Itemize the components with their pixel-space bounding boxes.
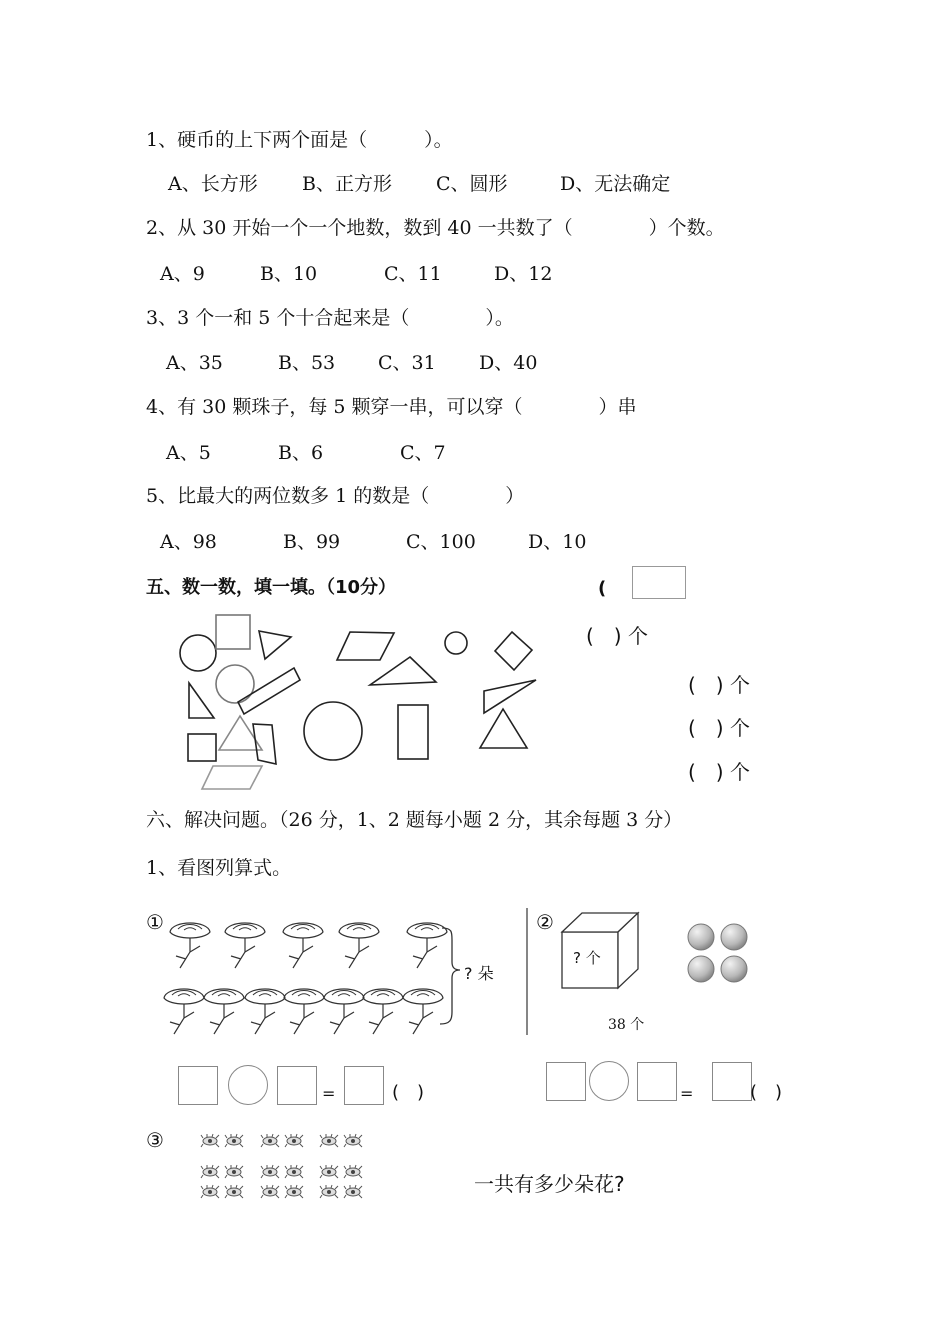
question-3-stem: 3、3 个一和 5 个十合起来是（ ）。 [146, 307, 514, 329]
section-6-q1-title: 1、看图列算式。 [146, 857, 292, 879]
problem-2-marker: ② [536, 910, 554, 934]
question-2-stem: 2、从 30 开始一个一个地数，数到 40 一共数了（ ）个数。 [146, 217, 725, 239]
problem-1-marker: ① [146, 910, 164, 934]
question-1-option-b: B、正方形 [302, 173, 392, 195]
question-2-option-d: D、12 [494, 263, 553, 285]
question-3-option-c: C、31 [378, 352, 436, 374]
count-row-3: ( ) 个 [688, 716, 750, 740]
question-5-option-c: C、100 [406, 531, 476, 553]
section-5-paren-top: ( [598, 578, 607, 599]
question-3-option-d: D、40 [479, 352, 538, 374]
small-flower-icon [320, 1165, 338, 1178]
small-flower-icon [201, 1134, 219, 1147]
small-flower-icon [344, 1185, 362, 1198]
section-6-title: 六、解决问题。（26 分，1、2 题每小题 2 分，其余每题 3 分） [146, 809, 683, 831]
cube-label: ? 个 [573, 949, 601, 967]
small-flower-icon [225, 1165, 243, 1178]
small-flower-icon [201, 1165, 219, 1178]
total-label: 38 个 [608, 1017, 645, 1033]
small-flower-icon [344, 1134, 362, 1147]
question-3-option-a: A、35 [166, 352, 223, 374]
small-flower-icon [285, 1134, 303, 1147]
question-1-option-a: A、长方形 [168, 173, 258, 195]
small-flower-icon [320, 1185, 338, 1198]
question-2-option-c: C、11 [384, 263, 442, 285]
question-2-option-b: B、10 [260, 263, 318, 285]
count-row-1: ( ) 个 [586, 624, 648, 648]
equals-sign: = [322, 1084, 336, 1103]
small-flower-icon [285, 1185, 303, 1198]
question-4-option-c: C、7 [400, 442, 446, 464]
question-4-option-b: B、6 [278, 442, 324, 464]
count-row-4: ( ) 个 [688, 760, 750, 784]
question-1-option-c: C、圆形 [436, 173, 508, 195]
question-5-stem: 5、比最大的两位数多 1 的数是（ ） [146, 485, 525, 507]
question-1-stem: 1、硬币的上下两个面是（ ）。 [146, 129, 453, 151]
brace-label: ? 朵 [464, 964, 494, 983]
small-flower-icon [285, 1165, 303, 1178]
question-4-option-a: A、5 [166, 442, 211, 464]
small-flower-icon [225, 1134, 243, 1147]
small-flower-icon [225, 1185, 243, 1198]
small-flower-icon [344, 1165, 362, 1178]
small-flower-icon [320, 1134, 338, 1147]
small-flower-icon [201, 1185, 219, 1198]
question-2-option-a: A、9 [160, 263, 205, 285]
section-5-title: 五、数一数，填一填。（10分） [146, 577, 397, 598]
equals-sign: = [680, 1084, 694, 1103]
small-flower-icon [261, 1134, 279, 1147]
question-5-option-a: A、98 [160, 531, 217, 553]
unit-paren[interactable]: ( ) [392, 1082, 425, 1103]
question-1-option-d: D、无法确定 [560, 173, 671, 195]
question-5-option-d: D、10 [528, 531, 587, 553]
question-5-option-b: B、99 [283, 531, 341, 553]
small-flower-icon [261, 1185, 279, 1198]
problem-3-marker: ③ [146, 1128, 164, 1152]
small-flower-icon [261, 1165, 279, 1178]
count-row-2: ( ) 个 [688, 673, 750, 697]
unit-paren[interactable]: ( ) [750, 1082, 783, 1103]
problem-3-question: 一共有多少朵花? [474, 1172, 625, 1196]
question-4-stem: 4、有 30 颗珠子，每 5 颗穿一串，可以穿（ ）串 [146, 396, 637, 418]
question-3-option-b: B、53 [278, 352, 336, 374]
